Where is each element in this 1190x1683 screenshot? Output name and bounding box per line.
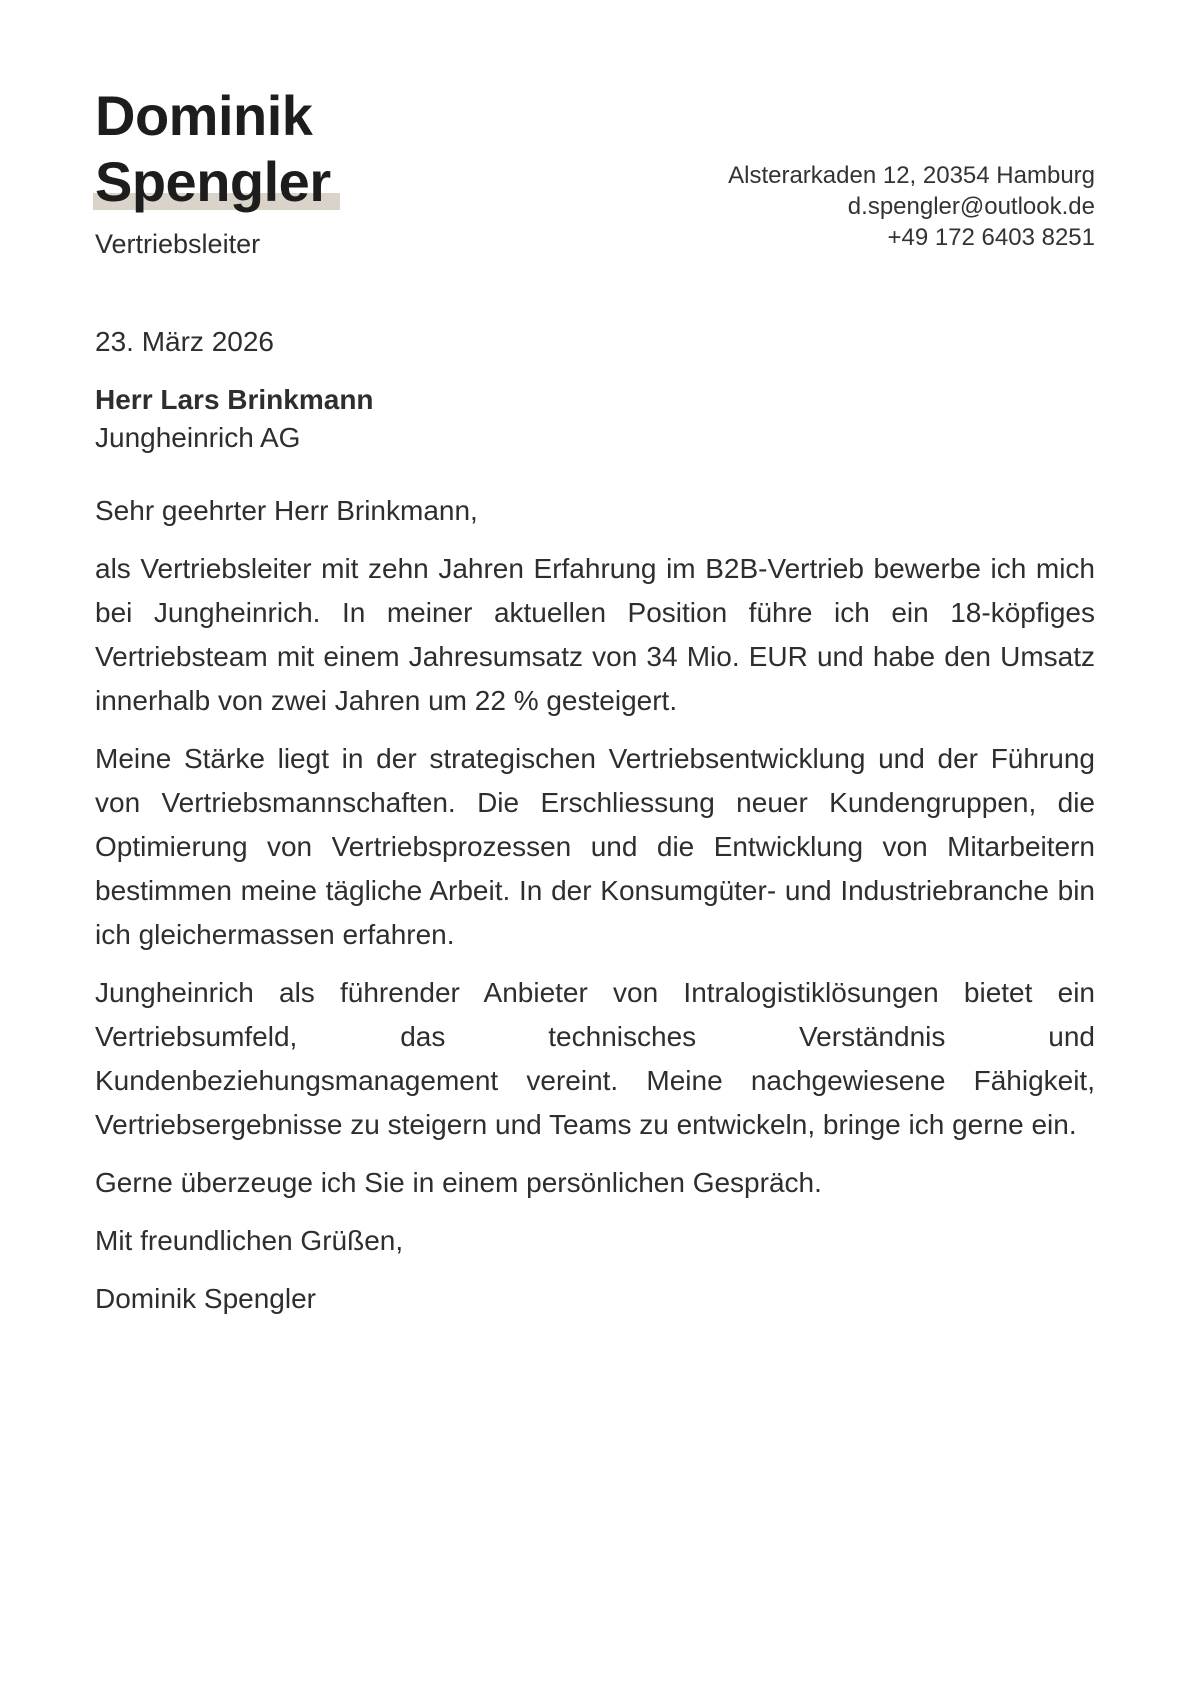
applicant-first-name: Dominik: [95, 84, 313, 147]
letter-header: [95, 83, 1095, 261]
applicant-last-name-highlight: Spengler: [95, 150, 331, 213]
contact-phone: +49 172 6403 8251: [887, 224, 1095, 251]
body-paragraph-3: Jungheinrich als führender Anbieter von Intralogistiklösungen bietet ein Vertriebsumfeld, das technisches Verständnis und Kundenbeziehungsmanagement vereint. Meine nachgewiesene Fähigkeit, Vertriebsergebnisse zu steigern und Teams zu entwickeln, bringe ich gerne ein.: [95, 977, 1095, 1140]
signature-name: Dominik Spengler: [95, 1283, 316, 1314]
recipient-name: Herr Lars Brinkmann: [95, 384, 374, 415]
contact-email: d.spengler@outlook.de: [847, 193, 1095, 220]
recipient-company: Jungheinrich AG: [95, 422, 301, 453]
contact-address: Alsterarkaden 12, 20354 Hamburg: [728, 162, 1095, 189]
letter-date: 23. März 2026: [95, 326, 274, 357]
valediction: Mit freundlichen Grüßen,: [95, 1225, 404, 1256]
letter-body: [95, 324, 1095, 1321]
closing-line: Gerne überzeuge ich Sie in einem persönlichen Gespräch.: [95, 1167, 822, 1198]
body-paragraph-1: als Vertriebsleiter mit zehn Jahren Erfahrung im B2B-Vertrieb bewerbe ich mich bei Jungheinrich. In meiner aktuellen Position führe ich ein 18-köpfiges Vertriebsteam mit einem Jahresumsatz von 34 Mio. EUR und habe den Umsatz innerhalb von zwei Jahren um 22 % gesteigert.: [95, 553, 1095, 716]
salutation: Sehr geehrter Herr Brinkmann,: [95, 495, 478, 526]
body-paragraph-2: Meine Stärke liegt in der strategischen Vertriebsentwicklung und der Führung von Vertriebsmannschaften. Die Erschliessung neuer Kundengruppen, die Optimierung von Vertriebsprozessen und die Entwicklung von Mitarbeitern bestimmen meine tägliche Arbeit. In der Konsumgüter- und Industriebranche bin ich gleichermassen erfahren.: [95, 743, 1095, 950]
applicant-job-title: Vertriebsleiter: [95, 229, 261, 259]
recipient-block: [95, 381, 1095, 457]
contact-block: [728, 160, 1095, 253]
